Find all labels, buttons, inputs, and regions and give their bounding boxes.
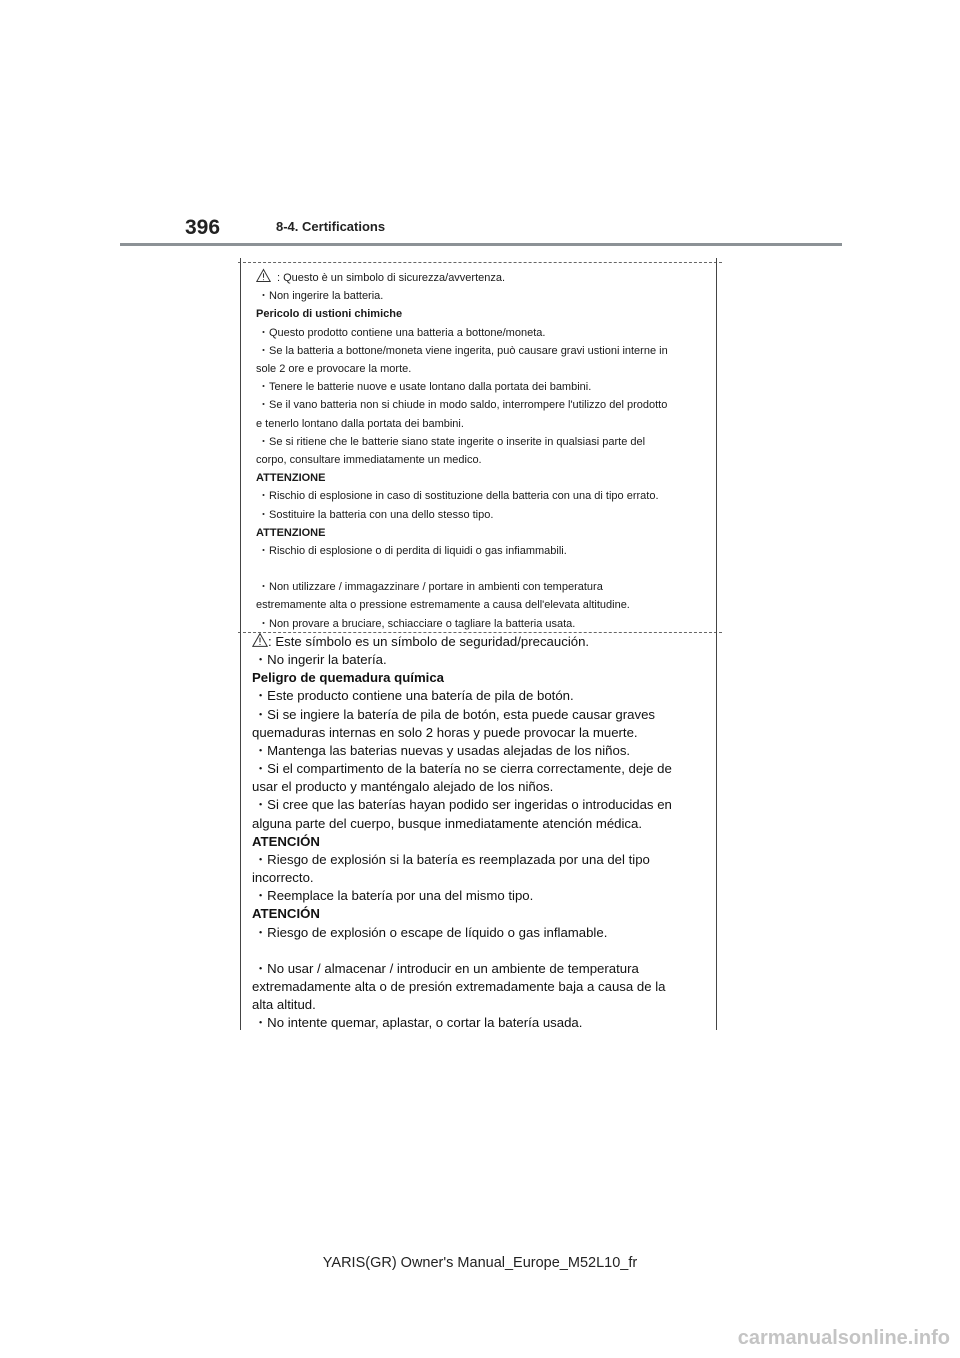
line-text: extremadamente alta o de presión extremadamente baja a causa de la (252, 978, 666, 994)
line-text: ATENCIÓN (252, 906, 320, 922)
label-text-line (256, 615, 708, 633)
line-text: ・Mantenga las baterias nuevas y usadas alejadas de los niños. (254, 742, 631, 758)
warning-triangle-icon (252, 632, 268, 648)
line-text: ATTENZIONE (256, 472, 326, 485)
watermark: carmanualsonline.info (737, 1327, 950, 1349)
label-heading (256, 305, 708, 323)
line-text: incorrecto. (252, 870, 314, 886)
line-text: sole 2 ore e provocare la morte. (256, 363, 412, 376)
label-text-line (252, 742, 712, 760)
blank-line (256, 560, 708, 578)
line-text: ・Sostituire la batteria con una dello stesso tipo. (258, 508, 494, 521)
line-text: ・Rischio di esplosione o di perdita di liquidi o gas infiammabili. (258, 545, 567, 558)
line-text: ・No ingerir la batería. (254, 652, 387, 668)
line-text: ・Non ingerire la batteria. (258, 290, 384, 303)
line-text: ・Se la batteria a bottone/moneta viene ingerita, può causare gravi ustioni interne in (258, 344, 668, 357)
line-text: ・Tenere le batterie nuove e usate lontano dalla portata dei bambini. (258, 381, 592, 394)
header-rule (120, 243, 842, 246)
label-text-line (256, 578, 708, 596)
warning-triangle-icon (256, 268, 271, 283)
label-text-line (256, 342, 708, 360)
line-text: ・Este producto contiene una batería de pila de botón. (254, 688, 574, 704)
label-text-line (252, 924, 712, 942)
line-text: ・Si el compartimento de la batería no se cierra correctamente, deje de (254, 761, 672, 777)
battery-warning-label (244, 262, 716, 1030)
label-right-border (716, 258, 717, 1030)
line-text: ・Se il vano batteria non si chiude in modo saldo, interrompere l'utilizzo del prodotto (258, 399, 668, 412)
line-text: ・Questo prodotto contiene una batteria a bottone/moneta. (258, 326, 546, 339)
label-text-line (256, 451, 708, 469)
label-text-line (252, 1014, 712, 1032)
label-text-line (252, 851, 712, 869)
italian-warning-section (256, 268, 708, 633)
line-text: alta altitud. (252, 996, 316, 1012)
line-text: ・Non utilizzare / immagazzinare / portare in ambienti con temperatura (258, 581, 603, 594)
label-text-line (256, 324, 708, 342)
line-text: corpo, consultare immediatamente un medico. (256, 454, 482, 467)
label-text-line (256, 596, 708, 614)
label-text-line (252, 687, 712, 705)
label-text-line (256, 415, 708, 433)
label-text-line (252, 760, 712, 778)
label-heading (252, 669, 712, 687)
line-text: quemaduras internas en solo 2 horas y puede provocar la muerte. (252, 724, 638, 740)
page-number: 396 (185, 216, 221, 239)
label-text-line (252, 651, 712, 669)
label-left-border (240, 258, 241, 1030)
label-heading (252, 833, 712, 851)
label-text-line (252, 887, 712, 905)
label-text-line (252, 815, 712, 833)
line-text: ・No intente quemar, aplastar, o cortar la batería usada. (254, 1015, 583, 1031)
label-text-line (256, 396, 708, 414)
line-text: ・Si cree que las baterías hayan podido ser ingeridas o introducidas en (254, 797, 672, 813)
line-text: ・Si se ingiere la batería de pila de botón, esta puede causar graves (254, 706, 656, 722)
label-text-line (252, 706, 712, 724)
spanish-warning-section (252, 632, 712, 1032)
label-text-line (256, 542, 708, 560)
label-heading (252, 905, 712, 923)
line-text: estremamente alta o pressione estremamente a causa dell'elevata altitudine. (256, 599, 630, 612)
label-text-line (256, 268, 708, 287)
label-heading (256, 469, 708, 487)
label-text-line (256, 360, 708, 378)
label-text-line (252, 632, 712, 651)
line-text: ・Non provare a bruciare, schiacciare o tagliare la batteria usata. (258, 617, 576, 630)
line-text: usar el producto y manténgalo alejado de los niños. (252, 779, 554, 795)
line-text: ・Riesgo de explosión o escape de líquido o gas inflamable. (254, 924, 608, 940)
line-text: : Este símbolo es un símbolo de seguridad/precaución. (268, 634, 590, 649)
label-heading (256, 524, 708, 542)
label-text-line (252, 960, 712, 978)
line-text: Pericolo di ustioni chimiche (256, 308, 403, 321)
label-text-line (256, 287, 708, 305)
line-text: alguna parte del cuerpo, busque inmediatamente atención médica. (252, 815, 643, 831)
line-text: ATENCIÓN (252, 833, 320, 849)
footer-manual-id: YARIS(GR) Owner's Manual_Europe_M52L10_fr (322, 1255, 638, 1271)
label-text-line (252, 778, 712, 796)
line-text: : Questo è un simbolo di sicurezza/avvertenza. (277, 272, 506, 284)
label-text-line (252, 996, 712, 1014)
label-text-line (256, 433, 708, 451)
line-text: ATTENZIONE (256, 526, 326, 539)
line-text: e tenerlo lontano dalla portata dei bambini. (256, 417, 464, 430)
line-text: ・Se si ritiene che le batterie siano state ingerite o inserite in qualsiasi parte del (258, 435, 646, 448)
label-text-line (252, 978, 712, 996)
label-text-line (256, 378, 708, 396)
label-text-line (256, 487, 708, 505)
blank-line (252, 942, 712, 960)
line-text: ・Reemplace la batería por una del mismo tipo. (254, 888, 534, 904)
label-text-line (256, 506, 708, 524)
label-text-line (252, 724, 712, 742)
section-title: 8-4. Certifications (276, 219, 386, 234)
label-top-border (238, 262, 722, 263)
label-text-line (252, 796, 712, 814)
label-text-line (252, 869, 712, 887)
line-text: Peligro de quemadura química (252, 670, 444, 686)
line-text: ・Rischio di esplosione in caso di sostituzione della batteria con una di tipo errato. (258, 490, 659, 503)
line-text: ・No usar / almacenar / introducir en un ambiente de temperatura (254, 960, 639, 976)
line-text: ・Riesgo de explosión si la batería es reemplazada por una del tipo (254, 851, 650, 867)
